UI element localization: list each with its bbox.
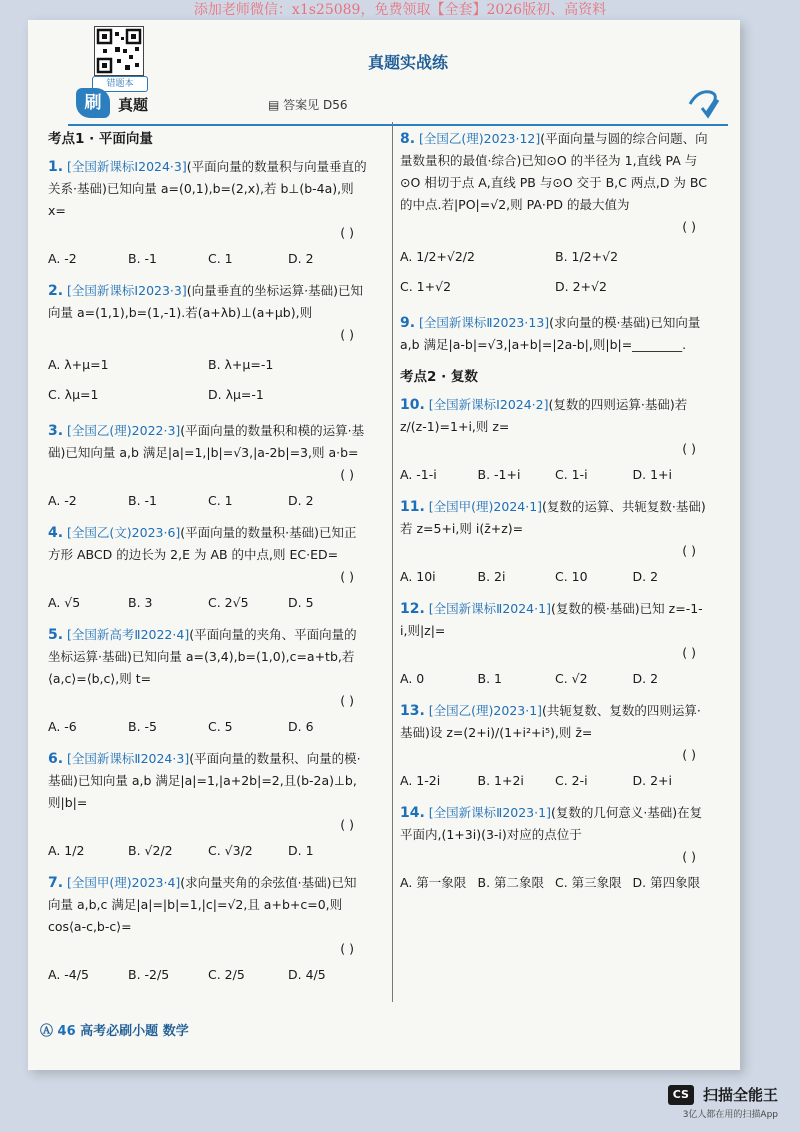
qr-code-icon <box>94 26 144 76</box>
question-item <box>48 624 368 738</box>
question-stem: (复数的运算、共轭复数·基础)若 z=5+i,则 i(z̄+z)= <box>400 499 706 536</box>
section-header <box>68 84 728 126</box>
question-number: 11. <box>400 499 425 515</box>
question-item <box>400 128 710 302</box>
question-number: 5. <box>48 627 64 643</box>
option-item: B. 1 <box>477 671 502 686</box>
right-question-list-top <box>400 128 710 356</box>
scanner-watermark <box>668 1084 778 1120</box>
option-item: D. 5 <box>288 595 314 610</box>
page-footer <box>40 1020 189 1039</box>
left-column <box>48 128 368 996</box>
answer-reference: ▤ 答案见 D56 <box>268 98 348 112</box>
question-source-tag: [全国新课标Ⅰ2024·2] <box>428 397 549 412</box>
question-number: 8. <box>400 131 416 147</box>
question-item <box>400 700 710 792</box>
option-list <box>400 242 710 302</box>
answer-bracket: ( ) <box>340 941 354 956</box>
option-item: D. 第四象限 <box>632 875 701 890</box>
question-source-tag: [全国乙(文)2023·6] <box>67 525 181 540</box>
question-number: 2. <box>48 283 64 299</box>
question-item <box>400 394 710 486</box>
question-stem-line <box>400 598 710 642</box>
scanner-slogan: 3亿人都在用的扫描App <box>682 1110 778 1120</box>
question-stem-line <box>400 128 710 216</box>
question-stem: (共轭复数、复数的四则运算·基础)设 z=(2+i)/(1+i²+i⁵),则 z̄= <box>400 703 701 740</box>
qr-caption: 错题本 <box>92 76 148 92</box>
option-item: C. 1 <box>208 251 233 266</box>
option-item: D. 1+i <box>632 467 672 482</box>
question-number: 7. <box>48 875 64 891</box>
option-item: C. 1+√2 <box>400 279 452 294</box>
option-item: C. λμ=1 <box>48 387 99 402</box>
column-divider <box>392 122 393 1002</box>
scanner-name: 扫描全能王 <box>702 1086 778 1104</box>
topic-heading-complex: 考点2 · 复数 <box>400 369 478 385</box>
question-item <box>48 420 368 512</box>
answer-bracket: ( ) <box>682 645 696 660</box>
option-item: D. 6 <box>288 719 314 734</box>
option-list <box>48 716 368 738</box>
option-list <box>400 464 710 486</box>
question-source-tag: [全国乙(理)2023·1] <box>428 703 543 718</box>
question-source-tag: [全国新课标Ⅱ2023·13] <box>419 315 550 330</box>
question-stem-line <box>48 156 368 222</box>
option-item: B. -2/5 <box>128 967 170 982</box>
option-list <box>48 964 368 986</box>
option-item: D. 2 <box>632 671 659 686</box>
question-number: 1. <box>48 159 64 175</box>
option-item: C. √3/2 <box>208 843 253 858</box>
question-item <box>400 496 710 588</box>
question-stem: (平面向量的数量积与向量垂直的关系·基础)已知向量 a=(0,1),b=(2,x),若 b⊥(b-4a),则 x= <box>48 159 367 218</box>
section-title: 真题 <box>118 96 149 114</box>
question-stem-line <box>400 394 710 438</box>
option-item: D. 2 <box>288 251 314 266</box>
option-list <box>48 840 368 862</box>
question-source-tag: [全国新课标Ⅱ2024·1] <box>428 601 551 616</box>
question-stem-line <box>400 312 710 356</box>
option-list <box>400 668 710 690</box>
question-item <box>48 156 368 270</box>
question-source-tag: [全国乙(理)2023·12] <box>419 131 541 146</box>
left-question-list <box>48 156 368 986</box>
answer-bracket: ( ) <box>682 849 696 864</box>
option-item: D. 2+i <box>632 773 672 788</box>
question-item <box>48 748 368 862</box>
option-item: C. 5 <box>208 719 233 734</box>
question-stem: (平面向量的夹角、平面向量的坐标运算·基础)已知向量 a=(3,4),b=(1,0),c=a+tb,若⟨a,c⟩=⟨b,c⟩,则 t= <box>48 627 357 686</box>
footer-logo-icon: Ⓐ <box>40 1024 54 1039</box>
option-item: C. 1 <box>208 493 233 508</box>
option-item: A. 第一象限 <box>400 875 467 890</box>
option-item: A. 1/2 <box>48 843 85 858</box>
option-item: C. √2 <box>555 671 588 686</box>
watermark-text: 添加老师微信：x1s25089，免费领取【全套】2026版初、高资料 <box>193 2 607 18</box>
topic-heading-vectors: 考点1 · 平面向量 <box>48 131 153 147</box>
question-stem: (平面向量的数量积和模的运算·基础)已知向量 a,b 满足|a|=1,|b|=√3,|a-2b|=3,则 a·b= <box>48 423 365 460</box>
option-item: B. √2/2 <box>128 843 173 858</box>
option-list <box>48 350 368 410</box>
option-item: D. 2 <box>632 569 659 584</box>
right-column <box>400 128 710 904</box>
book-icon: ▤ <box>268 98 284 112</box>
question-stem-line <box>400 496 710 540</box>
question-stem: (向量垂直的坐标运算·基础)已知向量 a=(1,1),b=(1,-1).若(a+λb)⊥(a+μb),则 <box>48 283 363 320</box>
right-question-list-bottom <box>400 394 710 894</box>
option-item: B. 第二象限 <box>477 875 545 890</box>
answer-bracket: ( ) <box>340 817 354 832</box>
option-item: A. 0 <box>400 671 425 686</box>
question-stem: (平面向量的数量积·基础)已知正方形 ABCD 的边长为 2,E 为 AB 的中点,则 EC·ED= <box>48 525 357 562</box>
option-list <box>48 592 368 614</box>
option-item: C. 2/5 <box>208 967 245 982</box>
scanner-logo-icon: CS <box>668 1085 694 1105</box>
question-stem-line <box>48 748 368 814</box>
question-stem-line <box>48 280 368 324</box>
question-stem-line <box>48 872 368 938</box>
option-item: B. -1+i <box>477 467 521 482</box>
question-stem: (复数的模·基础)已知 z=-1-i,则|z|= <box>400 601 703 638</box>
question-stem: (求向量夹角的余弦值·基础)已知向量 a,b,c 满足|a|=|b|=1,|c|=√2,且 a+b+c=0,则 cos⟨a-c,b-c⟩= <box>48 875 357 934</box>
answer-bracket: ( ) <box>340 467 354 482</box>
question-item <box>400 802 710 894</box>
question-source-tag: [全国新课标Ⅱ2023·1] <box>428 805 551 820</box>
option-item: A. -1-i <box>400 467 437 482</box>
option-item: C. 1-i <box>555 467 588 482</box>
answer-bracket: ( ) <box>682 441 696 456</box>
question-number: 4. <box>48 525 64 541</box>
option-item: B. 3 <box>128 595 153 610</box>
question-source-tag: [全国新课标Ⅱ2024·3] <box>67 751 190 766</box>
option-item: D. 2 <box>288 493 314 508</box>
question-stem: (复数的几何意义·基础)在复平面内,(1+3i)(3-i)对应的点位于 <box>400 805 703 842</box>
answer-bracket: ( ) <box>340 327 354 342</box>
book-name: 高考必刷小题 <box>80 1024 159 1039</box>
answer-bracket: ( ) <box>682 219 696 234</box>
question-item <box>400 598 710 690</box>
answer-bracket: ( ) <box>682 543 696 558</box>
option-item: B. 1/2+√2 <box>555 249 619 264</box>
option-item: A. -6 <box>48 719 77 734</box>
answer-bracket: ( ) <box>340 569 354 584</box>
option-item: C. 2√5 <box>208 595 249 610</box>
question-number: 14. <box>400 805 425 821</box>
option-item: B. 2i <box>477 569 506 584</box>
option-item: A. 1/2+√2/2 <box>400 249 475 264</box>
option-item: A. -4/5 <box>48 967 89 982</box>
option-item: A. 10i <box>400 569 436 584</box>
question-source-tag: [全国甲(理)2023·4] <box>67 875 181 890</box>
question-source-tag: [全国新课标Ⅰ2023·3] <box>67 283 187 298</box>
option-item: A. -2 <box>48 493 77 508</box>
option-item: B. λ+μ=-1 <box>208 357 274 372</box>
question-source-tag: [全国甲(理)2024·1] <box>428 499 543 514</box>
question-item <box>400 312 710 356</box>
option-item: B. -5 <box>128 719 157 734</box>
question-stem-line <box>400 802 710 846</box>
answer-bracket: ( ) <box>682 747 696 762</box>
option-list <box>48 490 368 512</box>
question-stem-line <box>48 624 368 690</box>
option-list <box>400 770 710 792</box>
option-item: B. -1 <box>128 493 157 508</box>
question-number: 10. <box>400 397 425 413</box>
question-stem-line <box>48 420 368 464</box>
question-stem: (平面向量的数量积、向量的模·基础)已知向量 a,b 满足|a|=1,|a+2b|=2,且(b-2a)⊥b,则|b|= <box>48 751 361 810</box>
page-banner: 真题实战练 <box>367 53 448 72</box>
question-item <box>48 522 368 614</box>
option-item: B. -1 <box>128 251 157 266</box>
option-item: C. 第三象限 <box>555 875 622 890</box>
option-item: A. -2 <box>48 251 77 266</box>
option-item: C. 2-i <box>555 773 588 788</box>
checkmark-logo-icon <box>684 84 724 124</box>
question-stem-line <box>400 700 710 744</box>
option-item: D. 1 <box>288 843 314 858</box>
question-number: 12. <box>400 601 425 617</box>
question-number: 3. <box>48 423 64 439</box>
option-list <box>400 566 710 588</box>
option-list <box>400 872 710 894</box>
subject-name: 数学 <box>162 1024 189 1039</box>
question-stem: (复数的四则运算·基础)若 z/(z-1)=1+i,则 z= <box>400 397 688 434</box>
option-item: D. λμ=-1 <box>208 387 264 402</box>
option-list <box>48 248 368 270</box>
option-item: A. √5 <box>48 595 81 610</box>
question-stem: (平面向量与圆的综合问题、向量数量积的最值·综合)已知⊙O 的半径为 1,直线 PA 与⊙O 相切于点 A,直线 PB 与⊙O 交于 B,C 两点,D 为 BC 的中点.若|PO|=√2,则 PA·PD 的最大值为 <box>400 131 708 212</box>
question-number: 13. <box>400 703 425 719</box>
option-item: A. 1-2i <box>400 773 441 788</box>
question-source-tag: [全国乙(理)2022·3] <box>67 423 181 438</box>
answer-bracket: ( ) <box>340 225 354 240</box>
question-item <box>48 872 368 986</box>
question-item <box>48 280 368 410</box>
option-item: D. 4/5 <box>288 967 326 982</box>
question-stem-line <box>48 522 368 566</box>
option-item: B. 1+2i <box>477 773 524 788</box>
section-badge: 刷 <box>76 88 110 118</box>
option-item: D. 2+√2 <box>555 279 607 294</box>
question-number: 9. <box>400 315 416 331</box>
question-number: 6. <box>48 751 64 767</box>
page-number: 46 <box>57 1024 76 1039</box>
question-stem: (求向量的模·基础)已知向量 a,b 满足|a-b|=√3,|a+b|=|2a-b|,则|b|=________. <box>400 315 701 352</box>
question-source-tag: [全国新课标Ⅰ2024·3] <box>67 159 187 174</box>
question-source-tag: [全国新高考Ⅱ2022·4] <box>67 627 190 642</box>
option-item: C. 10 <box>555 569 588 584</box>
option-item: A. λ+μ=1 <box>48 357 109 372</box>
answer-bracket: ( ) <box>340 693 354 708</box>
